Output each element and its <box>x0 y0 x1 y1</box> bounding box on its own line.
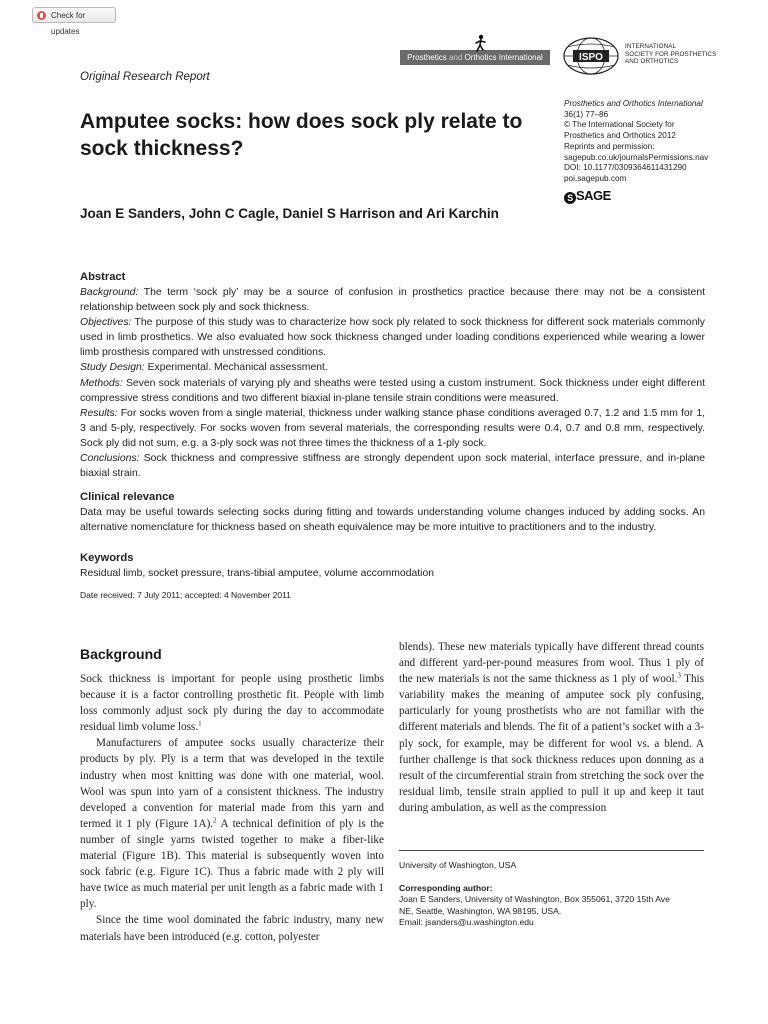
abstract-section <box>80 270 705 601</box>
reprints-text: Reprints and permission: <box>564 141 655 151</box>
article-title: Amputee socks: how does sock ply relate to sock thickness? <box>80 110 523 160</box>
report-type: Original Research Report <box>80 71 210 83</box>
sage-logo <box>564 188 611 204</box>
affiliation-block <box>399 860 709 929</box>
body-text: Manufacturers of amputee socks usually characterize their products by ply. Ply is a term that was developed in the textile industry when most knitting was done with one material, wool. Wool was spun into yarn of a consistent thickness. The industry developed a convention for material made from this yarn and termed it 1 ply (Figure 1A). <box>80 737 384 830</box>
body-paragraph <box>399 639 704 816</box>
abstract-text: The term ‘sock ply’ may be a source of confusion in prosthetics practice because there may not be a consistent relationship between sock ply and sock thickness. <box>80 287 705 314</box>
institution: University of Washington, USA <box>399 860 517 870</box>
abstract-methods <box>80 376 705 406</box>
update-icon <box>37 11 46 20</box>
body-text: blends). These new materials typically have different thread counts and different yard-per-pound measures from wool. Thus 1 ply of the new materials is not the same thickness as 1 ply of wool. <box>399 641 704 686</box>
ispo-org-line: SOCIETY FOR PROSTHETICS <box>625 50 717 58</box>
abstract-label: Results: <box>80 407 118 419</box>
ispo-logo-text: ISPO <box>579 52 603 63</box>
body-column-right <box>399 639 704 816</box>
clinical-relevance-text: Data may be useful towards selecting socks during fitting and towards understanding volume changes induced by adding socks. An alternative nomenclature for thickness based on sheath equivalence may be more intuitive to practitioners and to the industry. <box>80 507 705 534</box>
volume-pages: 36(1) 77–86 <box>564 109 609 119</box>
journal-banner-text-1: Prosthetics <box>407 53 449 62</box>
keywords-text: Residual limb, socket pressure, trans-tibial amputee, volume accommodation <box>80 568 435 580</box>
body-text: A technical definition of ply is the number of single yarns twisted together to make a fiber-like material (Figure 1B). This material is subsequently woven into sock fabric (e.g. Figure 1C). Thus a fabric made with 2 ply will have twice as much material per unit length as a fabric made with 1 ply. <box>80 817 384 911</box>
abstract-results <box>80 406 705 451</box>
section-heading: Background <box>80 646 162 662</box>
corresponding-author-heading: Corresponding author: <box>399 882 493 893</box>
abstract-text: Sock thickness and compressive stiffness are strongly dependent upon sock material, interface pressure, and in-plane biaxial strain. <box>80 453 705 480</box>
walking-figure-icon <box>470 34 490 52</box>
reference-marker[interactable]: 1 <box>198 719 202 728</box>
abstract-label: Conclusions: <box>80 453 140 465</box>
dates: Date received: 7 July 2011; accepted: 4 November 2011 <box>80 589 291 600</box>
sage-s-icon: S <box>564 192 576 204</box>
doi-link[interactable]: DOI: 10.1177/0309364611431290 <box>564 163 687 173</box>
reference-marker[interactable]: 3 <box>677 671 681 680</box>
body-text: Sock thickness is important for people using prosthetic limbs because it is a factor controlling prosthetic fit. People with limb loss commonly adjust sock ply during the day to accommodate residual limb volume loss. <box>80 673 384 734</box>
abstract-objectives <box>80 315 705 360</box>
sage-logo-text: SAGE <box>576 188 611 203</box>
abstract-conclusions <box>80 451 705 481</box>
abstract-design <box>80 360 705 375</box>
journal-info <box>564 99 744 185</box>
abstract-text: Experimental. Mechanical assessment. <box>144 362 328 374</box>
abstract-text: The purpose of this study was to characterize how sock ply related to sock thickness for different sock materials commonly used in limb prosthetics. We also evaluated how sock thickness changed under loading conditions experienced while wearing a lower limb prosthesis compared with unstressed conditions. <box>80 317 705 359</box>
journal-banner-text-3: Orthotics International <box>464 53 543 62</box>
ispo-org-line: AND ORTHOTICS <box>625 58 679 65</box>
body-paragraph <box>80 671 384 735</box>
journal-banner <box>400 50 550 65</box>
abstract-heading: Abstract <box>80 271 126 283</box>
permissions-link[interactable]: sagepub.co.uk/journalsPermissions.nav <box>564 152 709 162</box>
abstract-text: Seven sock materials of varying ply and sheaths were tested using a custom instrument. Sock thickness under eight different compressive stress conditions and two different biaxial in-plane tensile strain conditions were measured. <box>80 377 705 404</box>
abstract-label: Methods: <box>80 377 123 389</box>
body-column-left <box>80 671 384 945</box>
clinical-relevance-heading: Clinical relevance <box>80 491 175 504</box>
journal-site-link[interactable]: poi.sagepub.com <box>564 173 627 183</box>
authors: Joan E Sanders, John C Cagle, Daniel S Harrison and Ari Karchin <box>80 206 499 221</box>
corresponding-author-address: Joan E Sanders, University of Washington, Box 355061, 3720 15th Ave <box>399 894 670 904</box>
check-for-updates-button[interactable] <box>32 7 116 36</box>
body-paragraph <box>80 735 384 912</box>
footnote-divider <box>399 850 704 851</box>
abstract-label: Objectives: <box>80 317 132 329</box>
corresponding-author-address: NE, Seattle, Washington, WA 98195, USA. <box>399 905 562 916</box>
ispo-globe-logo <box>561 36 621 76</box>
check-for-updates-label: Check for updates <box>51 11 86 36</box>
keywords-heading: Keywords <box>80 552 134 565</box>
body-text: This variability makes the meaning of amputee sock ply confusing, particularly for young prosthetists who are not familiar with the different materials and blends. The fit of a patient’s socket with a 3-ply sock, for example, may be different for wool vs. a blend. A further challenge is that sock thickness reduces upon donning as a result of the circumferential strain from stretching the sock over the residual limb, tensile strain applied to pull it up and keep it taut during ambulation, as well as the compression <box>399 673 705 814</box>
abstract-label: Study Design: <box>80 362 145 374</box>
copyright-line: © The International Society for <box>564 120 675 130</box>
body-paragraph: Since the time wool dominated the fabric industry, many new materials have been introduced (e.g. cotton, polyester <box>80 914 384 943</box>
abstract-background <box>80 285 705 315</box>
ispo-org-line: INTERNATIONAL <box>625 43 677 50</box>
journal-banner-text-2: and <box>448 53 465 62</box>
corresponding-author-email[interactable]: Email: jsanders@u.washington.edu <box>399 917 534 927</box>
copyright-line: Prosthetics and Orthotics 2012 <box>564 131 676 141</box>
journal-name: Prosthetics and Orthotics International <box>564 99 703 108</box>
ispo-organization-name <box>625 43 735 66</box>
abstract-label: Background: <box>80 287 139 298</box>
abstract-text: For socks woven from a single material, thickness under walking stance phase conditions averaged 0.7, 1.2 and 1.5 mm for 1, 3 and 5-ply, respectively. For socks woven from several materials, the corresponding results were 0.4, 0.7 and 0.8 mm, respectively. Sock ply did not sum, e.g. a 3-ply sock was not three times the thickness of a 1-ply sock. <box>80 407 705 449</box>
reference-marker[interactable]: 2 <box>213 816 217 825</box>
